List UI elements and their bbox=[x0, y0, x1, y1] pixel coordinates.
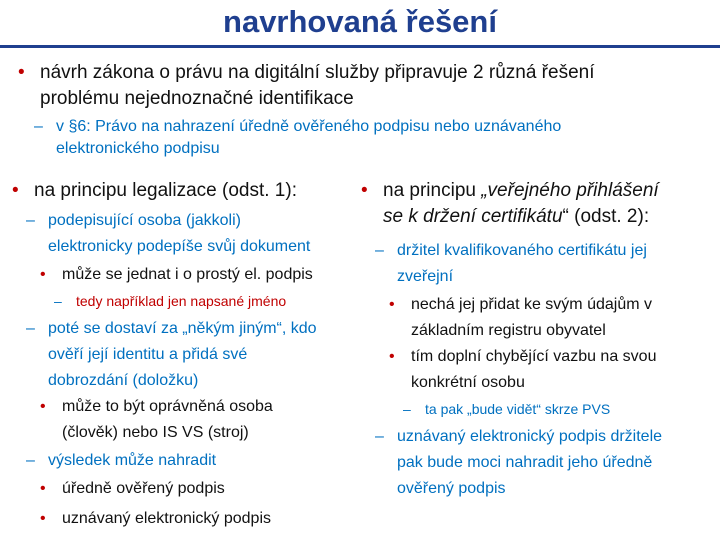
bullet-marker: • bbox=[40, 480, 46, 497]
right-heading-italic-1: „veřejného přihlášení bbox=[481, 180, 659, 201]
right-point-2-line-3: ověřený podpis bbox=[397, 480, 506, 497]
right-heading-suffix: “ (odst. 2): bbox=[562, 206, 650, 227]
left-point-1-sub bbox=[40, 262, 313, 288]
left-point-2-line-2: ověří její identitu a přidá své bbox=[48, 346, 248, 363]
dash-marker: – bbox=[26, 212, 35, 229]
dash-marker: – bbox=[375, 242, 384, 259]
section-ref-line-2: elektronického podpisu bbox=[56, 140, 220, 157]
left-point-1-subsub-text: tedy například jen napsané jméno bbox=[76, 293, 287, 309]
bullet-marker: • bbox=[40, 398, 46, 415]
dash-marker: – bbox=[26, 452, 35, 469]
right-heading-line-2 bbox=[383, 204, 659, 230]
right-point-1-sub-1-line-1: nechá jej přidat ke svým údajům v bbox=[411, 296, 652, 313]
left-point-2-sub-line-1: může to být oprávněná osoba bbox=[62, 398, 273, 415]
dash-marker: – bbox=[54, 293, 62, 309]
right-point-2-line-2: pak bude moci nahradit jeho úředně bbox=[397, 454, 653, 471]
intro-bullet bbox=[18, 60, 595, 112]
right-point-1-subsub-text: ta pak „bude vidět“ skrze PVS bbox=[425, 401, 611, 417]
left-point-1-line-2: elektronicky podepíše svůj dokument bbox=[48, 238, 311, 255]
section-ref-line-1: v §6: Právo na nahrazení úředně ověřeného podpisu nebo uznávaného bbox=[56, 118, 562, 135]
section-ref bbox=[34, 116, 562, 160]
right-heading-italic-2: se k držení certifikátu bbox=[383, 206, 563, 227]
dash-marker: – bbox=[26, 320, 35, 337]
left-point-2 bbox=[26, 316, 317, 394]
right-heading-prefix: na principu bbox=[383, 180, 482, 201]
bullet-marker: • bbox=[361, 180, 368, 201]
right-point-1-line-1: držitel kvalifikovaného certifikátu jej bbox=[397, 242, 647, 259]
left-point-1-subsub bbox=[54, 288, 287, 314]
right-point-1 bbox=[375, 238, 647, 290]
bullet-marker: • bbox=[40, 266, 46, 283]
dash-marker: – bbox=[375, 428, 384, 445]
right-point-1-sub-2 bbox=[389, 344, 657, 396]
left-point-1 bbox=[26, 208, 311, 260]
right-point-1-sub-2-line-1: tím doplní chybějící vazbu na svou bbox=[411, 348, 657, 365]
left-point-1-line-1: podepisující osoba (jakkoli) bbox=[48, 212, 241, 229]
left-point-3-sub-2-text: uznávaný elektronický podpis bbox=[62, 510, 272, 527]
left-point-3-text: výsledek může nahradit bbox=[48, 452, 217, 469]
bullet-marker: • bbox=[12, 180, 19, 201]
dash-marker: – bbox=[34, 118, 43, 135]
left-point-3 bbox=[26, 448, 217, 474]
left-heading bbox=[12, 178, 297, 204]
right-point-1-sub-2-line-2: konkrétní osobu bbox=[411, 374, 525, 391]
right-point-1-sub-1 bbox=[389, 292, 652, 344]
bullet-marker: • bbox=[40, 510, 46, 527]
dash-marker: – bbox=[403, 401, 411, 417]
title-divider bbox=[0, 45, 720, 48]
bullet-marker: • bbox=[389, 348, 395, 365]
intro-line-1: návrh zákona o právu na digitální služby připravuje 2 různá řešení bbox=[40, 62, 595, 83]
right-heading-line-1 bbox=[383, 178, 659, 204]
right-point-2-line-1: uznávaný elektronický podpis držitele bbox=[397, 428, 663, 445]
slide-title: navrhovaná řešení bbox=[223, 4, 497, 39]
right-point-2 bbox=[375, 424, 663, 502]
left-point-2-sub-line-2: (člověk) nebo IS VS (stroj) bbox=[62, 424, 249, 441]
left-point-3-sub-1-text: úředně ověřený podpis bbox=[62, 480, 225, 497]
left-point-1-sub-text: může se jednat i o prostý el. podpis bbox=[62, 266, 313, 283]
right-point-1-sub-1-line-2: základním registru obyvatel bbox=[411, 322, 606, 339]
right-point-1-subsub bbox=[403, 396, 611, 422]
left-point-2-sub bbox=[40, 394, 273, 446]
left-point-2-line-3: dobrozdání (doložku) bbox=[48, 372, 199, 389]
left-heading-text: na principu legalizace (odst. 1): bbox=[34, 180, 297, 201]
left-point-3-sub-2 bbox=[40, 506, 272, 532]
right-point-1-line-2: zveřejní bbox=[397, 268, 454, 285]
intro-line-2: problému nejednoznačné identifikace bbox=[40, 88, 354, 109]
left-point-3-sub-1 bbox=[40, 476, 225, 502]
bullet-marker: • bbox=[18, 62, 25, 83]
right-heading bbox=[361, 178, 659, 230]
bullet-marker: • bbox=[389, 296, 395, 313]
left-point-2-line-1: poté se dostaví za „někým jiným“, kdo bbox=[48, 320, 317, 337]
